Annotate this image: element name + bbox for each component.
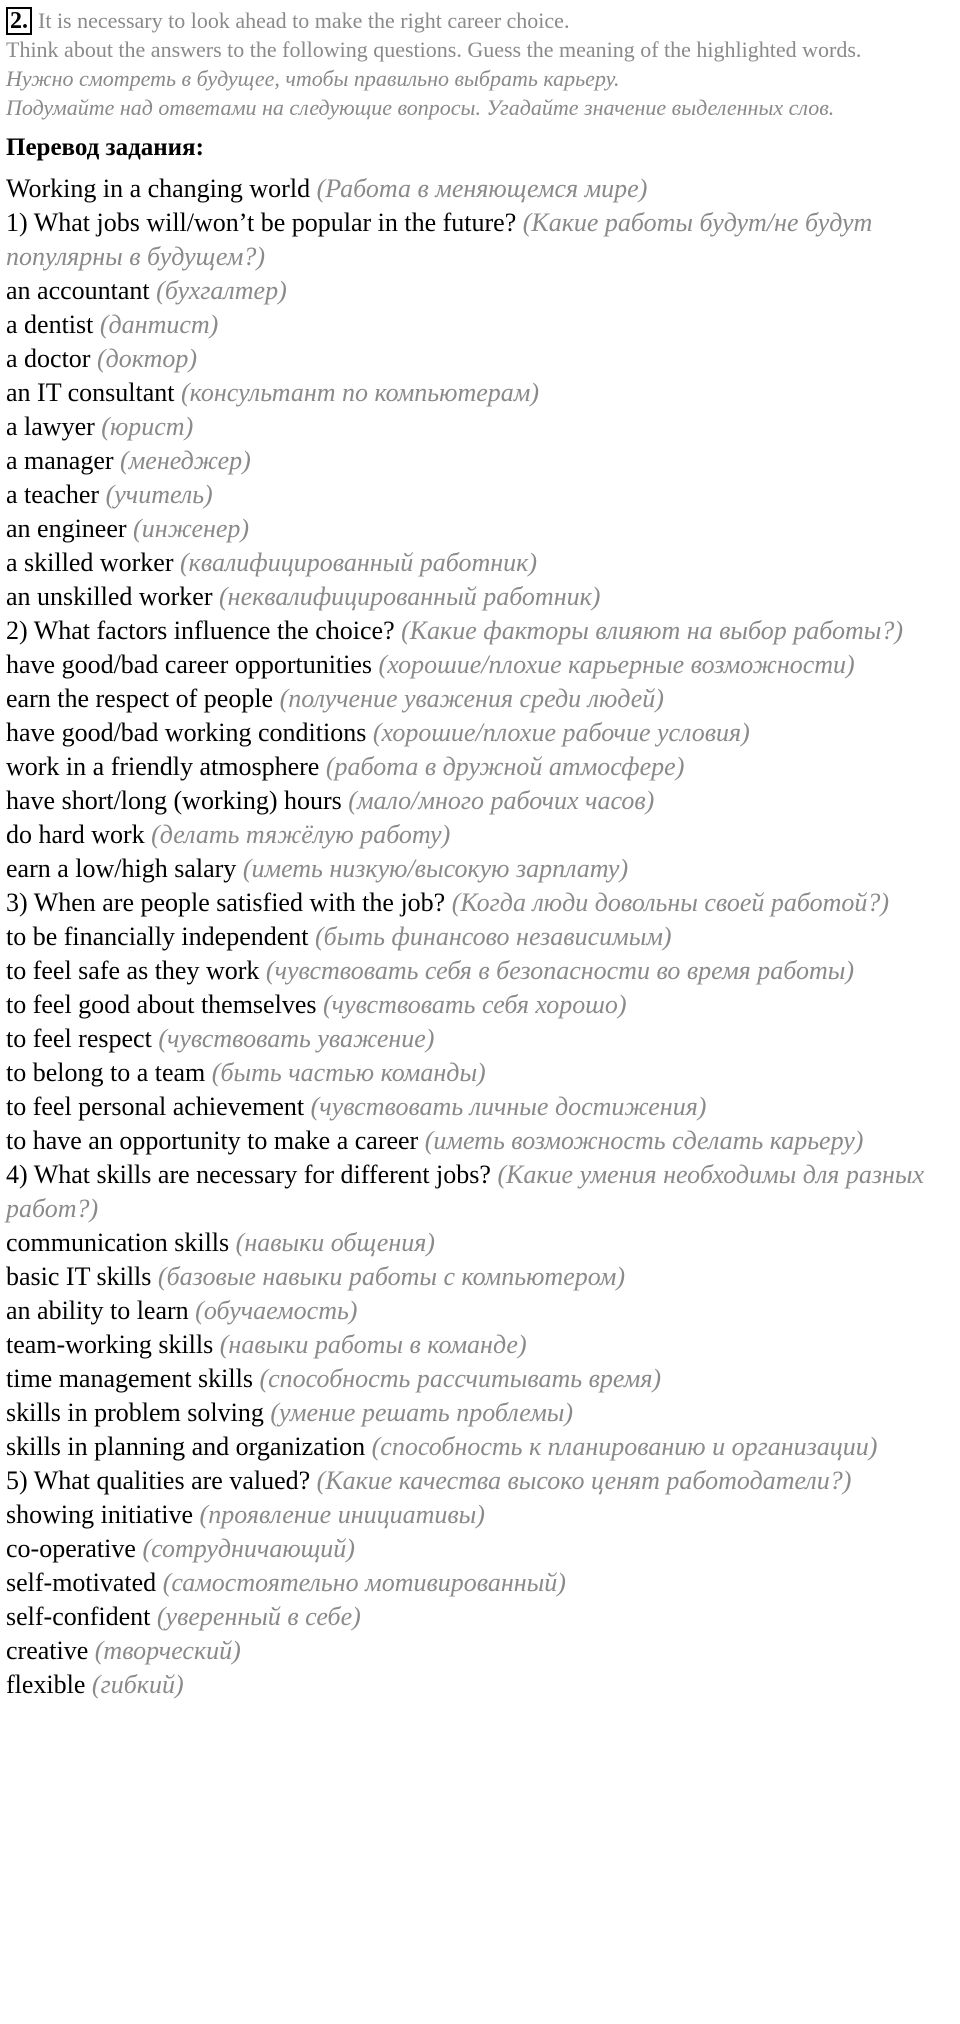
russian-translation: (быть финансово независимым)	[315, 922, 672, 951]
english-text: a doctor	[6, 344, 91, 373]
russian-translation: (квалифицированный работник)	[180, 548, 537, 577]
english-text: a lawyer	[6, 412, 95, 441]
vocab-line	[6, 682, 956, 716]
vocab-line	[6, 920, 956, 954]
english-text: self-motivated	[6, 1568, 157, 1597]
vocab-line	[6, 1498, 956, 1532]
english-text: an ability to learn	[6, 1296, 189, 1325]
task-en-1: It is necessary to look ahead to make the right career choice.	[38, 8, 570, 33]
russian-translation: (учитель)	[105, 480, 213, 509]
russian-translation: (способность к планированию и организации)	[371, 1432, 878, 1461]
russian-translation: (менеджер)	[120, 446, 251, 475]
english-text: time management skills	[6, 1364, 253, 1393]
vocab-line	[6, 1022, 956, 1056]
task-instructions	[6, 6, 956, 64]
english-text: to have an opportunity to make a career	[6, 1126, 419, 1155]
russian-translation: (проявление инициативы)	[199, 1500, 485, 1529]
english-text: 5) What qualities are valued?	[6, 1466, 311, 1495]
russian-translation: (чувствовать уважение)	[158, 1024, 435, 1053]
english-text: do hard work	[6, 820, 145, 849]
russian-translation: (способность рассчитывать время)	[259, 1364, 662, 1393]
russian-translation: (доктор)	[96, 344, 198, 373]
vocab-line	[6, 852, 956, 886]
translation-list	[6, 172, 956, 1702]
russian-translation: (Какие умения необходимы для разных работ?)	[6, 1160, 925, 1223]
vocab-line	[6, 1226, 956, 1260]
english-text: basic IT skills	[6, 1262, 152, 1291]
russian-translation: (навыки общения)	[235, 1228, 435, 1257]
russian-translation: (бухгалтер)	[156, 276, 287, 305]
vocab-line	[6, 1566, 956, 1600]
vocab-line	[6, 580, 956, 614]
russian-translation: (чувствовать личные достижения)	[310, 1092, 707, 1121]
english-text: an engineer	[6, 514, 127, 543]
page	[6, 6, 956, 1702]
english-text: an accountant	[6, 276, 150, 305]
russian-translation: (базовые навыки работы с компьютером)	[157, 1262, 626, 1291]
task-instructions-ru	[6, 64, 956, 122]
vocab-line	[6, 988, 956, 1022]
russian-translation: (чувствовать себя в безопасности во время работы)	[265, 956, 855, 985]
vocab-line	[6, 716, 956, 750]
vocab-line	[6, 1124, 956, 1158]
russian-translation: (хорошие/плохие рабочие условия)	[372, 718, 750, 747]
vocab-line	[6, 546, 956, 580]
vocab-line	[6, 206, 956, 274]
vocab-line	[6, 1056, 956, 1090]
english-text: self-confident	[6, 1602, 151, 1631]
english-text: earn a low/high salary	[6, 854, 237, 883]
vocab-line	[6, 1532, 956, 1566]
vocab-line	[6, 954, 956, 988]
russian-translation: (Какие работы будут/не будут популярны в будущем?)	[6, 208, 873, 271]
russian-translation: (чувствовать себя хорошо)	[322, 990, 627, 1019]
vocab-line	[6, 1328, 956, 1362]
russian-translation: (юрист)	[101, 412, 194, 441]
russian-translation: (гибкий)	[91, 1670, 184, 1699]
russian-translation: (Работа в меняющемся мире)	[316, 174, 648, 203]
english-text: an IT consultant	[6, 378, 175, 407]
task-en-2: Think about the answers to the following questions. Guess the meaning of the highlighted words.	[6, 37, 862, 62]
vocab-line	[6, 784, 956, 818]
english-text: a teacher	[6, 480, 100, 509]
vocab-line	[6, 1158, 956, 1226]
vocab-line	[6, 750, 956, 784]
russian-translation: (делать тяжёлую работу)	[151, 820, 451, 849]
task-ru-1: Нужно смотреть в будущее, чтобы правильно выбрать карьеру.	[6, 66, 620, 91]
vocab-line	[6, 1430, 956, 1464]
russian-translation: (обучаемость)	[195, 1296, 358, 1325]
english-text: 1) What jobs will/won’t be popular in the future?	[6, 208, 517, 237]
english-text: to feel respect	[6, 1024, 152, 1053]
vocab-line	[6, 1464, 956, 1498]
vocab-line	[6, 648, 956, 682]
english-text: skills in planning and organization	[6, 1432, 366, 1461]
russian-translation: (творческий)	[94, 1636, 241, 1665]
vocab-line	[6, 1090, 956, 1124]
russian-translation: (дантист)	[99, 310, 219, 339]
translation-heading: Перевод задания:	[6, 134, 204, 161]
russian-translation: (Когда люди довольны своей работой?)	[451, 888, 890, 917]
vocab-line	[6, 1634, 956, 1668]
english-text: have short/long (working) hours	[6, 786, 342, 815]
english-text: to feel safe as they work	[6, 956, 260, 985]
russian-translation: (самостоятельно мотивированный)	[162, 1568, 566, 1597]
russian-translation: (консультант по компьютерам)	[180, 378, 540, 407]
english-text: creative	[6, 1636, 89, 1665]
english-text: to feel good about themselves	[6, 990, 317, 1019]
english-text: a skilled worker	[6, 548, 174, 577]
russian-translation: (быть частью команды)	[211, 1058, 486, 1087]
vocab-line	[6, 478, 956, 512]
vocab-line	[6, 308, 956, 342]
russian-translation: (хорошие/плохие карьерные возможности)	[378, 650, 855, 679]
vocab-line	[6, 274, 956, 308]
russian-translation: (мало/много рабочих часов)	[348, 786, 655, 815]
english-text: 2) What factors influence the choice?	[6, 616, 395, 645]
english-text: earn the respect of people	[6, 684, 274, 713]
vocab-line	[6, 1294, 956, 1328]
vocab-line	[6, 376, 956, 410]
vocab-line	[6, 886, 956, 920]
vocab-line	[6, 172, 956, 206]
english-text: skills in problem solving	[6, 1398, 264, 1427]
russian-translation: (иметь низкую/высокую зарплату)	[242, 854, 629, 883]
vocab-line	[6, 1260, 956, 1294]
russian-translation: (сотрудничающий)	[142, 1534, 355, 1563]
english-text: 3) When are people satisfied with the job?	[6, 888, 446, 917]
english-text: work in a friendly atmosphere	[6, 752, 320, 781]
vocab-line	[6, 342, 956, 376]
vocab-line	[6, 1668, 956, 1702]
english-text: have good/bad career opportunities	[6, 650, 373, 679]
russian-translation: (уверенный в себе)	[156, 1602, 361, 1631]
vocab-line	[6, 444, 956, 478]
russian-translation: (получение уважения среди людей)	[279, 684, 664, 713]
english-text: team-working skills	[6, 1330, 214, 1359]
vocab-line	[6, 1396, 956, 1430]
english-text: to belong to a team	[6, 1058, 206, 1087]
task-ru-2: Подумайте над ответами на следующие вопросы. Угадайте значение выделенных слов.	[6, 95, 835, 120]
vocab-line	[6, 1362, 956, 1396]
english-text: have good/bad working conditions	[6, 718, 367, 747]
vocab-line	[6, 818, 956, 852]
english-text: to feel personal achievement	[6, 1092, 305, 1121]
english-text: a dentist	[6, 310, 94, 339]
russian-translation: (навыки работы в команде)	[219, 1330, 527, 1359]
russian-translation: (умение решать проблемы)	[270, 1398, 574, 1427]
russian-translation: (Какие факторы влияют на выбор работы?)	[401, 616, 904, 645]
english-text: flexible	[6, 1670, 86, 1699]
english-text: to be financially independent	[6, 922, 309, 951]
vocab-line	[6, 1600, 956, 1634]
english-text: showing initiative	[6, 1500, 194, 1529]
russian-translation: (работа в дружной атмосфере)	[325, 752, 685, 781]
english-text: a manager	[6, 446, 114, 475]
english-text: co-operative	[6, 1534, 136, 1563]
task-number: 2.	[6, 7, 32, 35]
vocab-line	[6, 410, 956, 444]
russian-translation: (иметь возможность сделать карьеру)	[424, 1126, 864, 1155]
english-text: Working in a changing world	[6, 174, 311, 203]
english-text: an unskilled worker	[6, 582, 213, 611]
vocab-line	[6, 512, 956, 546]
russian-translation: (инженер)	[133, 514, 250, 543]
russian-translation: (Какие качества высоко ценят работодатели?)	[316, 1466, 852, 1495]
english-text: 4) What skills are necessary for different jobs?	[6, 1160, 491, 1189]
vocab-line	[6, 614, 956, 648]
russian-translation: (неквалифицированный работник)	[219, 582, 601, 611]
english-text: communication skills	[6, 1228, 230, 1257]
